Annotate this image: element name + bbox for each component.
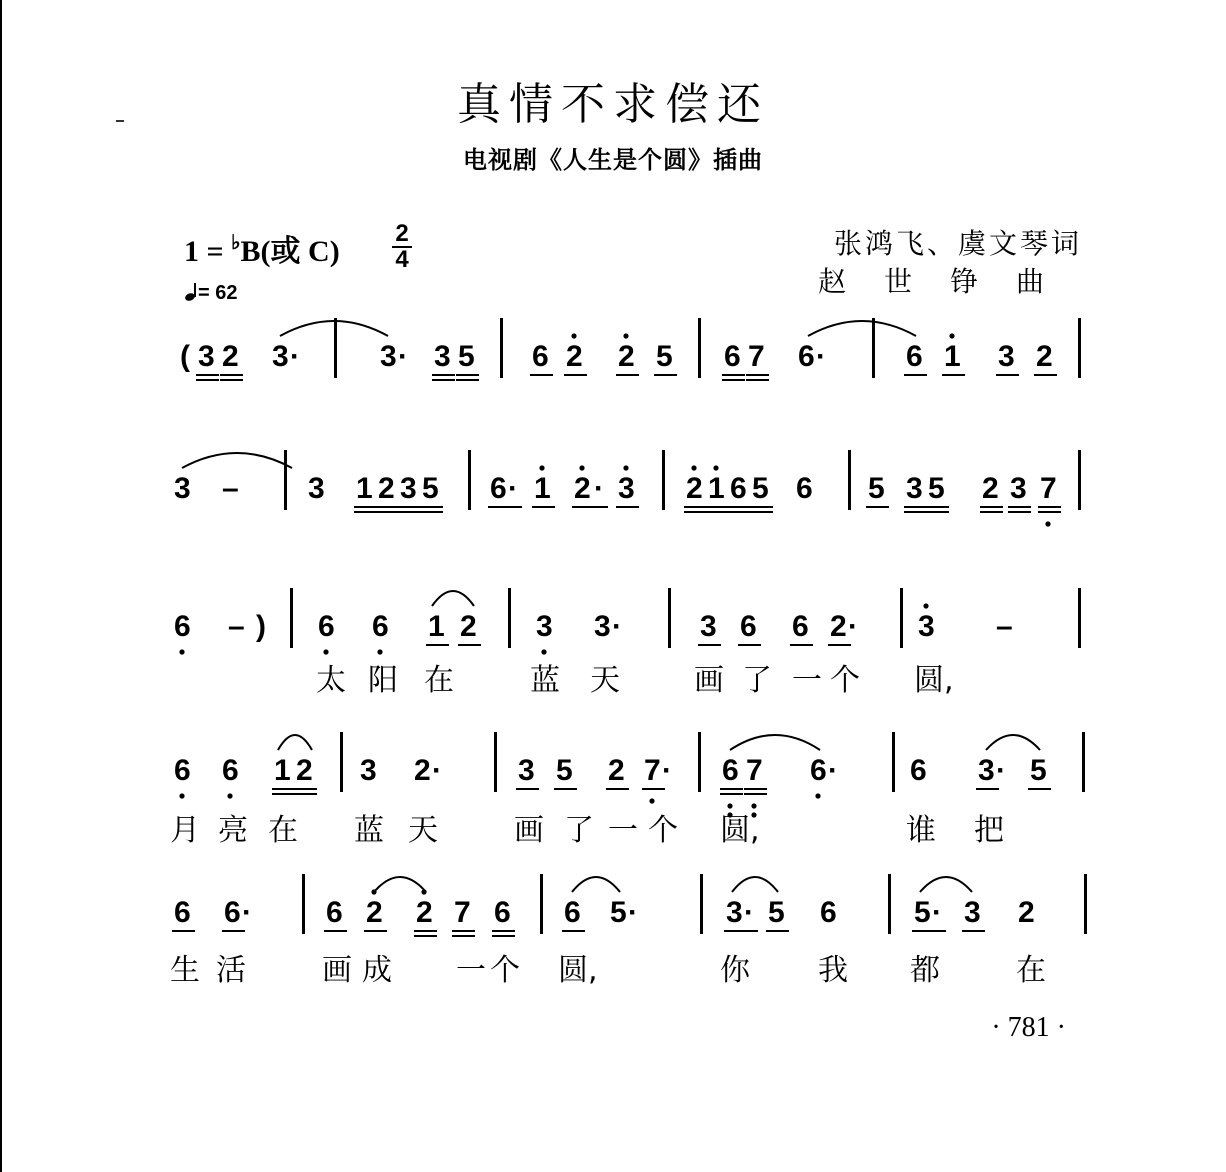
underline-0-10-0 <box>564 374 587 376</box>
note-3-18: · <box>996 754 1006 787</box>
barline-2-1 <box>508 588 511 648</box>
underline-1-10-0 <box>572 506 595 508</box>
note-4-4: 2 <box>366 896 383 929</box>
note-1-19: 3 <box>906 472 923 505</box>
note-0-11: 2 <box>618 340 635 373</box>
note-3-4: 3 <box>360 754 377 787</box>
barline-0-2 <box>698 318 701 378</box>
note-0-14: 7 <box>748 340 765 373</box>
tie-2-0 <box>432 591 474 606</box>
underline-4-12-0 <box>742 930 758 932</box>
underline-0-12-0 <box>654 374 677 376</box>
underline-1-22-1 <box>1008 511 1031 513</box>
note-3-2: 1 <box>274 754 291 787</box>
lyric-2-7: 一 <box>792 663 822 698</box>
note-0-9: 6 <box>532 340 549 373</box>
barline-2-3 <box>900 588 903 648</box>
underline-1-6-0 <box>420 506 443 508</box>
note-2-6: 2 <box>460 610 477 643</box>
note-1-17: 6 <box>796 472 813 505</box>
underline-2-6-0 <box>458 644 481 646</box>
barline-1-0 <box>284 450 287 510</box>
note-4-1: 6 <box>224 896 241 929</box>
note-0-13: 6 <box>724 340 741 373</box>
note-1-20: 5 <box>928 472 945 505</box>
lyric-3-8: 个 <box>648 813 678 848</box>
underline-4-5-0 <box>414 930 437 932</box>
note-4-2: · <box>242 896 252 929</box>
lyric-2-8: 个 <box>830 663 860 698</box>
underline-1-4-0 <box>376 506 399 508</box>
lyric-3-9: 圆, <box>720 813 760 848</box>
underline-4-17-0 <box>962 930 985 932</box>
lyric-3-7: 一 <box>608 813 638 848</box>
note-4-8: 6 <box>564 896 581 929</box>
note-4-10: · <box>628 896 638 929</box>
underline-1-21-1 <box>980 511 1003 513</box>
underline-4-4-0 <box>364 930 387 932</box>
barline-3-4 <box>1082 732 1085 792</box>
note-0-7: 3 <box>434 340 451 373</box>
barline-3-1 <box>494 732 497 792</box>
song-subtitle: 电视剧《人生是个圆》插曲 <box>463 146 763 174</box>
note-3-15: · <box>828 754 838 787</box>
key-name: B(或 C) <box>240 235 340 268</box>
note-3-14: 6 <box>810 754 827 787</box>
tie-1-0 <box>182 453 292 468</box>
note-0-12: 5 <box>656 340 673 373</box>
lyric-3-2: 在 <box>268 813 298 848</box>
underline-1-5-1 <box>398 511 421 513</box>
note-1-8: · <box>508 472 518 505</box>
underline-3-17-0 <box>976 788 999 790</box>
note-3-10: 7 <box>644 754 661 787</box>
underline-4-16-0 <box>930 930 946 932</box>
note-1-6: 5 <box>422 472 439 505</box>
note-0-18: 1 <box>944 340 961 373</box>
underline-2-5-0 <box>426 644 449 646</box>
note-2-10: 3 <box>700 610 717 643</box>
underline-3-3-0 <box>294 788 317 790</box>
tie-3-2 <box>986 735 1040 750</box>
underline-4-7-0 <box>492 930 515 932</box>
note-0-5: 3 <box>380 340 397 373</box>
underline-0-7-0 <box>432 374 455 376</box>
note-2-2: ) <box>256 610 266 643</box>
note-2-5: 1 <box>428 610 445 643</box>
underline-3-9-0 <box>606 788 629 790</box>
barline-0-4 <box>1078 318 1081 378</box>
underline-1-9-0 <box>532 506 555 508</box>
high-dot-1-14 <box>713 465 718 470</box>
note-4-6: 7 <box>454 896 471 929</box>
note-2-14: · <box>848 610 858 643</box>
low-dot-2-3-0 <box>323 649 328 654</box>
low-dot-3-1-0 <box>227 793 232 798</box>
low-dot-3-10-0 <box>649 798 654 803</box>
underline-3-12-0 <box>720 788 743 790</box>
note-3-19: 5 <box>1030 754 1047 787</box>
underline-4-6-1 <box>452 935 475 937</box>
note-0-19: 3 <box>998 340 1015 373</box>
high-dot-2-15 <box>923 603 928 608</box>
barline-4-1 <box>540 874 543 934</box>
high-dot-0-11 <box>623 333 628 338</box>
underline-4-6-0 <box>452 930 475 932</box>
note-1-15: 6 <box>730 472 747 505</box>
note-0-10: 2 <box>566 340 583 373</box>
barline-4-0 <box>302 874 305 934</box>
lyric-4-1: 活 <box>216 953 246 988</box>
underline-1-15-0 <box>728 506 751 508</box>
underline-0-11-0 <box>616 374 639 376</box>
lyric-2-9: 圆, <box>914 663 954 698</box>
underline-2-10-0 <box>698 644 721 646</box>
time-signature-top: 2 <box>395 220 409 247</box>
note-0-3: 3 <box>272 340 289 373</box>
tie-3-0 <box>278 735 312 750</box>
note-2-9: · <box>612 610 622 643</box>
barline-4-4 <box>1084 874 1087 934</box>
underline-0-14-0 <box>746 374 769 376</box>
tie-3-1 <box>730 735 820 750</box>
underline-4-7-1 <box>492 935 515 937</box>
high-dot-1-9 <box>539 465 544 470</box>
lyric-2-6: 了 <box>742 663 772 698</box>
high-dot-1-13 <box>691 465 696 470</box>
note-3-7: 3 <box>518 754 535 787</box>
note-4-18: 2 <box>1018 896 1035 929</box>
note-2-16: – <box>996 610 1013 643</box>
underline-0-1-1 <box>196 379 219 381</box>
note-4-14: 6 <box>820 896 837 929</box>
note-0-20: 2 <box>1036 340 1053 373</box>
note-0-16: · <box>816 340 826 373</box>
lyric-4-7: 你 <box>720 953 750 988</box>
song-title: 真情不求偿还 <box>457 79 769 130</box>
barline-1-4 <box>1078 450 1081 510</box>
barline-3-2 <box>698 732 701 792</box>
lyric-2-0: 太 <box>316 663 346 698</box>
note-2-1: – <box>228 610 245 643</box>
note-3-1: 6 <box>222 754 239 787</box>
note-4-5: 2 <box>416 896 433 929</box>
composer-credit: 赵世铮曲 <box>817 265 1082 298</box>
note-2-15: 3 <box>918 610 935 643</box>
lyric-3-6: 了 <box>564 813 594 848</box>
note-1-9: 1 <box>534 472 551 505</box>
high-dot-0-10 <box>571 333 576 338</box>
underline-1-20-1 <box>926 511 949 513</box>
underline-1-23-0 <box>1038 506 1061 508</box>
note-0-15: 6 <box>798 340 815 373</box>
note-2-12: 6 <box>792 610 809 643</box>
note-1-22: 3 <box>1010 472 1027 505</box>
note-4-17: 3 <box>964 896 981 929</box>
underline-1-23-1 <box>1038 511 1061 513</box>
barline-0-1 <box>500 318 503 378</box>
underline-0-19-0 <box>996 374 1019 376</box>
underline-4-8-0 <box>562 930 585 932</box>
underline-1-8-0 <box>506 506 522 508</box>
underline-1-14-1 <box>706 511 729 513</box>
note-3-0: 6 <box>174 754 191 787</box>
underline-1-19-1 <box>904 511 927 513</box>
underline-2-13-0 <box>828 644 851 646</box>
underline-1-16-1 <box>750 511 773 513</box>
underline-0-8-0 <box>456 374 479 376</box>
barline-2-2 <box>668 588 671 648</box>
flat-sign: ♭ <box>231 232 241 254</box>
key-prefix: 1 = <box>184 235 232 268</box>
lyric-4-5: 个 <box>490 953 520 988</box>
underline-0-1-0 <box>196 374 219 376</box>
barline-1-1 <box>468 450 471 510</box>
underline-3-8-0 <box>554 788 577 790</box>
underline-0-7-1 <box>432 379 455 381</box>
note-1-3: 1 <box>356 472 373 505</box>
underline-0-17-0 <box>904 374 927 376</box>
underline-3-7-0 <box>516 788 539 790</box>
barline-3-3 <box>892 732 895 792</box>
underline-0-14-1 <box>746 379 769 381</box>
underline-4-5-1 <box>414 935 437 937</box>
low-dot-2-7-0 <box>541 649 546 654</box>
barline-2-0 <box>290 588 293 648</box>
note-3-17: 3 <box>978 754 995 787</box>
underline-1-20-0 <box>926 506 949 508</box>
barline-2-4 <box>1078 588 1081 648</box>
low-dot-3-13-0 <box>751 803 756 808</box>
note-3-12: 6 <box>722 754 739 787</box>
note-0-17: 6 <box>906 340 923 373</box>
underline-4-13-0 <box>766 930 789 932</box>
note-1-5: 3 <box>400 472 417 505</box>
underline-2-12-0 <box>790 644 813 646</box>
underline-1-22-0 <box>1008 506 1031 508</box>
time-signature-bottom: 4 <box>395 246 409 273</box>
high-dot-0-18 <box>949 333 954 338</box>
underline-1-19-0 <box>904 506 927 508</box>
note-1-18: 5 <box>868 472 885 505</box>
note-1-12: 3 <box>618 472 635 505</box>
lyric-3-10: 谁 <box>906 813 936 848</box>
low-dot-3-0-0 <box>179 793 184 798</box>
underline-4-0-0 <box>172 930 195 932</box>
lyric-3-3: 蓝 <box>354 813 384 848</box>
note-0-8: 5 <box>458 340 475 373</box>
note-4-9: 5 <box>610 896 627 929</box>
underline-3-19-0 <box>1028 788 1051 790</box>
underline-1-11-0 <box>592 506 608 508</box>
underline-1-21-0 <box>980 506 1003 508</box>
lyric-4-3: 成 <box>362 953 392 988</box>
underline-0-9-0 <box>530 374 553 376</box>
note-0-1: 3 <box>198 340 215 373</box>
lyric-4-2: 画 <box>322 953 352 988</box>
underline-1-12-0 <box>616 506 639 508</box>
note-0-2: 2 <box>222 340 239 373</box>
note-0-4: · <box>290 340 300 373</box>
underline-3-13-0 <box>744 788 767 790</box>
note-3-5: 2 <box>414 754 431 787</box>
lyric-4-4: 一 <box>456 953 486 988</box>
note-4-13: 5 <box>768 896 785 929</box>
page-number: · 781 · <box>991 1012 1066 1043</box>
underline-4-1-0 <box>222 930 245 932</box>
underline-1-13-0 <box>684 506 707 508</box>
tie-0-1 <box>808 321 916 336</box>
underline-1-13-1 <box>684 511 707 513</box>
tie-4-3 <box>920 877 972 892</box>
note-4-3: 6 <box>326 896 343 929</box>
note-2-7: 3 <box>536 610 553 643</box>
underline-1-15-1 <box>728 511 751 513</box>
note-4-11: 3 <box>726 896 743 929</box>
note-3-16: 6 <box>910 754 927 787</box>
tie-4-2 <box>732 877 778 892</box>
underline-0-13-1 <box>722 379 745 381</box>
note-3-9: 2 <box>608 754 625 787</box>
note-1-23: 7 <box>1040 472 1057 505</box>
low-dot-1-23-0 <box>1045 521 1050 526</box>
barline-4-2 <box>700 874 703 934</box>
underline-1-3-1 <box>354 511 377 513</box>
note-3-13: 7 <box>746 754 763 787</box>
note-1-16: 5 <box>752 472 769 505</box>
barline-0-0 <box>334 318 337 378</box>
lyric-3-4: 天 <box>408 813 438 848</box>
barline-1-2 <box>662 450 665 510</box>
note-2-8: 3 <box>594 610 611 643</box>
underline-3-10-0 <box>642 788 665 790</box>
note-2-13: 2 <box>830 610 847 643</box>
lyric-4-10: 在 <box>1016 953 1046 988</box>
note-1-11: · <box>594 472 604 505</box>
underline-0-18-0 <box>942 374 965 376</box>
note-4-15: 5 <box>914 896 931 929</box>
lyric-3-1: 亮 <box>218 813 248 848</box>
note-2-0: 6 <box>174 610 191 643</box>
low-dot-3-14-0 <box>815 793 820 798</box>
note-0-0: ( <box>180 340 190 373</box>
underline-1-18-0 <box>866 506 889 508</box>
note-1-10: 2 <box>574 472 591 505</box>
underline-4-3-0 <box>324 930 347 932</box>
barline-0-3 <box>872 318 875 378</box>
note-1-0: 3 <box>174 472 191 505</box>
barline-1-3 <box>848 450 851 510</box>
note-4-0: 6 <box>174 896 191 929</box>
tie-4-1 <box>572 877 620 892</box>
underline-1-16-0 <box>750 506 773 508</box>
barline-3-0 <box>340 732 343 792</box>
lyric-4-8: 我 <box>818 953 848 988</box>
tempo-value: = 62 <box>198 282 238 304</box>
lyric-4-0: 生 <box>170 953 200 988</box>
lyric-4-9: 都 <box>910 953 940 988</box>
lyricist-credit: 张鸿飞、虞文琴词 <box>833 227 1082 260</box>
barline-4-3 <box>888 874 891 934</box>
underline-3-3-1 <box>294 793 317 795</box>
note-1-4: 2 <box>378 472 395 505</box>
underline-3-12-1 <box>720 793 743 795</box>
tie-4-0 <box>374 877 426 892</box>
note-3-8: 5 <box>556 754 573 787</box>
lyric-2-2: 在 <box>424 663 454 698</box>
underline-3-2-1 <box>272 793 295 795</box>
lyric-3-11: 把 <box>974 813 1004 848</box>
underline-1-5-0 <box>398 506 421 508</box>
note-4-16: · <box>932 896 942 929</box>
lyric-2-4: 天 <box>590 663 620 698</box>
underline-0-2-1 <box>220 379 243 381</box>
note-2-11: 6 <box>740 610 757 643</box>
note-4-12: · <box>744 896 754 929</box>
note-3-3: 2 <box>296 754 313 787</box>
lyric-2-3: 蓝 <box>530 663 560 698</box>
underline-0-8-1 <box>456 379 479 381</box>
note-2-4: 6 <box>372 610 389 643</box>
underline-1-3-0 <box>354 506 377 508</box>
lyric-4-6: 圆, <box>558 953 598 988</box>
underline-1-4-1 <box>376 511 399 513</box>
note-1-21: 2 <box>982 472 999 505</box>
underline-1-14-0 <box>706 506 729 508</box>
lyric-3-0: 月 <box>170 813 200 848</box>
high-dot-1-12 <box>623 465 628 470</box>
note-4-7: 6 <box>494 896 511 929</box>
note-1-1: – <box>222 472 239 505</box>
note-3-11: · <box>662 754 672 787</box>
underline-0-2-0 <box>220 374 243 376</box>
underline-0-13-0 <box>722 374 745 376</box>
note-1-14: 1 <box>708 472 725 505</box>
lyric-2-1: 阳 <box>368 663 398 698</box>
high-dot-1-10 <box>579 465 584 470</box>
underline-2-11-0 <box>738 644 761 646</box>
underline-0-20-0 <box>1034 374 1057 376</box>
note-1-2: 3 <box>308 472 325 505</box>
note-3-6: · <box>432 754 442 787</box>
underline-3-13-1 <box>744 793 767 795</box>
lyric-3-5: 画 <box>514 813 544 848</box>
note-2-3: 6 <box>318 610 335 643</box>
underline-3-2-0 <box>272 788 295 790</box>
low-dot-2-0-0 <box>179 649 184 654</box>
note-1-7: 6 <box>490 472 507 505</box>
note-0-6: · <box>398 340 408 373</box>
underline-1-6-1 <box>420 511 443 513</box>
low-dot-2-4-0 <box>377 649 382 654</box>
note-1-13: 2 <box>686 472 703 505</box>
low-dot-3-12-0 <box>727 803 732 808</box>
lyric-2-5: 画 <box>694 663 724 698</box>
